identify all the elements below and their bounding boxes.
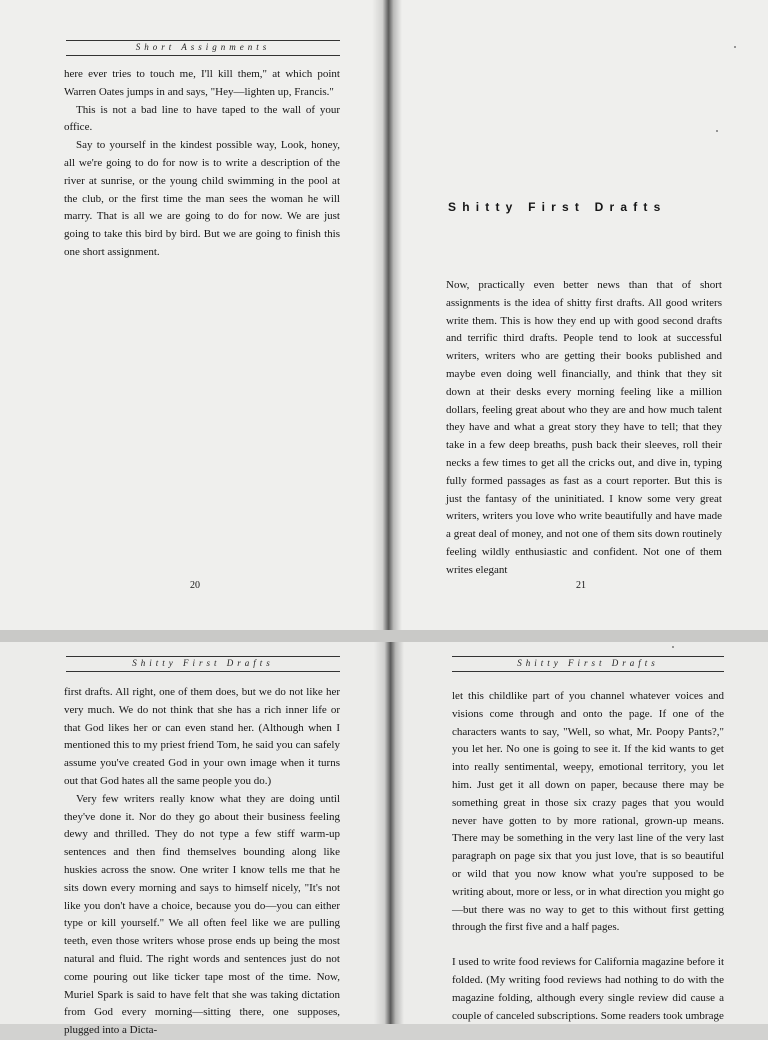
dust-speck xyxy=(716,130,718,132)
bottom-spread xyxy=(0,642,768,1037)
page-22 xyxy=(0,642,384,1037)
page-number: 20 xyxy=(190,580,200,591)
page-number: 21 xyxy=(576,580,586,591)
dust-speck xyxy=(672,646,674,648)
running-head: Short Assignments xyxy=(66,40,340,56)
paragraph: This is not a bad line to have taped to the wall of your office. xyxy=(64,103,340,134)
page-body xyxy=(64,66,340,262)
page-20 xyxy=(0,0,384,630)
book-gutter-shadow xyxy=(374,642,404,1024)
scan-gap xyxy=(0,630,768,642)
page-21 xyxy=(394,0,768,630)
running-head: Shitty First Drafts xyxy=(66,656,340,672)
paragraph: here ever tries to touch me, I'll kill them," at which point Warren Oates jumps in and says, "Hey—lighten up, Francis." xyxy=(64,68,340,98)
paragraph: I used to write food reviews for California magazine before it folded. (My writing food reviews had nothing to do with the magazine folding, although every single review did cause a couple of canceled subscriptions. Some readers took umbrage xyxy=(452,956,724,1022)
paragraph: Say to yourself in the kindest possible way, Look, honey, all we're going to do for now is to write a description of the river at sunrise, or the young child swimming in the pool at the club, or the first time the man sees the woman he will marry. That is all we are going to do for now. We are just going to take this bird by bird. But we are going to finish this one short assignment. xyxy=(64,139,340,258)
page-23 xyxy=(394,642,768,1024)
paragraph: let this childlike part of you channel whatever voices and visions come through and onto the page. If one of the characters wants to say, "Well, so what, Mr. Poopy Pants?," you let her. No one is going to see it. If the kid wants to get into really sentimental, weepy, emotional territory, you let him. Just get it all down on paper, because there may be something great in those six crazy pages that you would never have gotten to by more rational, grown-up means. There may be something in the very last line of the very last paragraph on page six that you just love, that is so beautiful or wild that you now know what you're supposed to be writing about, more or less, or in what direction you might go—but there was no way to get to this without first getting through the first five and a half pages. xyxy=(452,690,724,934)
page-body xyxy=(452,688,724,1025)
dust-speck xyxy=(734,46,736,48)
paragraph: Very few writers really know what they are doing until they've done it. Nor do they go about their business feeling dewy and thrilled. They do not type a few stiff warm-up sentences and then find themselves bounding along like huskies across the snow. One writer I know tells me that he sits down every morning and says to himself nicely, "It's not like you don't have a choice, because you do—you can either type or kill yourself." We all often feel like we are pulling teeth, even those writers whose prose ends up being the most natural and fluid. The right words and sentences just do not come pouring out like ticker tape most of the time. Now, Muriel Spark is said to have felt that she was taking dictation from God every morning—sitting there, one supposes, plugged into a Dicta- xyxy=(64,792,340,1037)
page-body xyxy=(64,684,340,1040)
page-body xyxy=(446,277,722,580)
paragraph: first drafts. All right, one of them does, but we do not like her very much. We do not think that she has a rich inner life or that God likes her or can even stand her. (Although when I mentioned this to my priest friend Tom, he said you can safely assume you've created God in your own image when it turns out that God hates all the same people you do.) xyxy=(64,686,340,787)
paragraph: Now, practically even better news than that of short assignments is the idea of shitty first drafts. All good writers write them. This is how they end up with good second drafts and terrific third drafts. People tend to look at successful writers, writers who are getting their books published and maybe even doing well financially, and think that they sit down at their desks every morning feeling like a million dollars, feeling great about who they are and how much talent they have and what a great story they have to tell; that they take in a few deep breaths, push back their sleeves, roll their necks a few times to get all the cricks out, and dive in, typing fully formed passages as fast as a court reporter. But this is just the fantasy of the uninitiated. I know some very great writers, writers you love who write beautifully and have made a great deal of money, and not one of them sits down routinely feeling wildly enthusiastic and confident. Not one of them writes elegant xyxy=(446,279,722,576)
book-gutter-shadow xyxy=(372,0,402,630)
running-head: Shitty First Drafts xyxy=(452,656,724,672)
chapter-title: Shitty First Drafts xyxy=(448,200,667,214)
